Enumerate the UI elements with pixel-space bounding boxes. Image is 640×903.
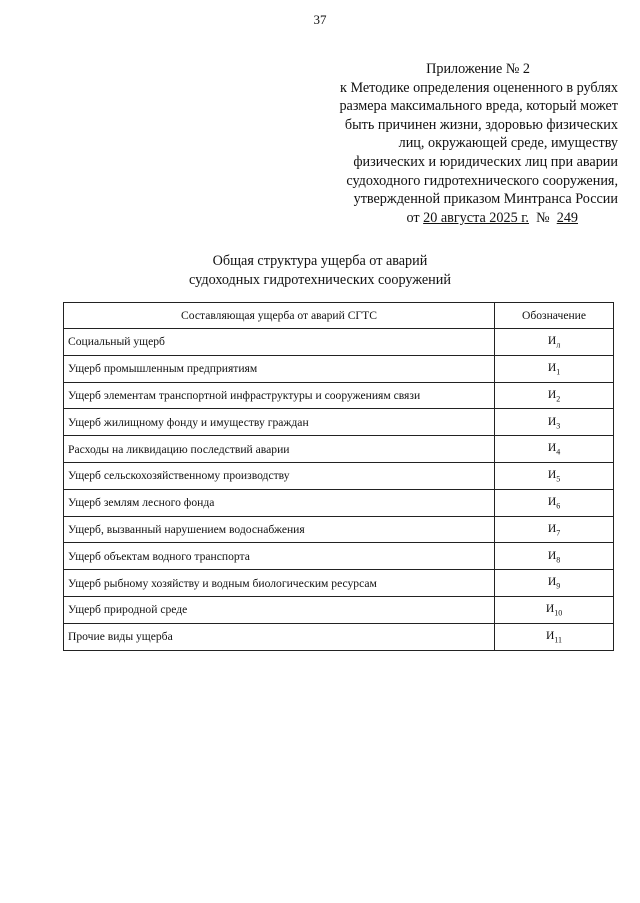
designation-subscript: 9 — [556, 581, 561, 591]
order-date: 20 августа 2025 г. — [423, 209, 529, 226]
damage-component-name: Ущерб элементам транспортной инфраструктуры и сооружениям связи — [64, 382, 495, 409]
order-signature — [288, 209, 618, 228]
designation-symbol: И — [547, 334, 557, 348]
designation-symbol: И — [547, 495, 557, 509]
damage-designation — [495, 409, 614, 436]
designation-symbol: И — [547, 387, 557, 401]
damage-designation — [495, 489, 614, 516]
page-number: 37 — [313, 12, 327, 27]
designation-subscript: 2 — [556, 394, 561, 404]
damage-designation — [495, 436, 614, 463]
designation-subscript: 8 — [556, 554, 561, 564]
designation-symbol: И — [545, 629, 555, 642]
table-row — [64, 329, 614, 356]
damage-component-name: Ущерб сельскохозяйственному производству — [64, 462, 495, 489]
title-line: Общая структура ущерба от аварий — [212, 253, 428, 269]
appendix-line: лиц, окружающей среде, имуществу — [398, 135, 618, 152]
designation-symbol: И — [547, 468, 557, 482]
table-row — [64, 382, 614, 409]
designation-subscript: 10 — [554, 608, 563, 618]
designation-subscript: 3 — [556, 420, 561, 430]
order-number: 249 — [556, 209, 578, 226]
order-number-label: № — [536, 209, 550, 226]
designation-subscript: 5 — [556, 474, 561, 484]
damage-designation — [495, 382, 614, 409]
damage-component-name: Ущерб, вызванный нарушением водоснабжения — [64, 516, 495, 543]
damage-designation — [495, 462, 614, 489]
document-title — [0, 252, 640, 289]
table-row — [64, 436, 614, 463]
column-header-component: Составляющая ущерба от аварий СГТС — [64, 303, 495, 329]
appendix-line: к Методике определения оцененного в рублях — [340, 79, 618, 96]
designation-subscript: 11 — [554, 635, 563, 645]
damage-designation — [495, 570, 614, 597]
designation-subscript: 4 — [556, 447, 561, 457]
appendix-line: физических и юридических лиц при аварии — [353, 153, 618, 170]
designation-symbol: И — [547, 575, 557, 589]
table-row — [64, 543, 614, 570]
damage-designation — [495, 623, 614, 650]
column-header-designation: Обозначение — [495, 303, 614, 329]
table-row — [64, 623, 614, 650]
damage-component-name: Ущерб землям лесного фонда — [64, 489, 495, 516]
order-prefix: от — [406, 209, 420, 226]
appendix-line: судоходного гидротехнического сооружения, — [346, 172, 618, 189]
damage-designation — [495, 596, 614, 623]
table-row — [64, 570, 614, 597]
designation-symbol: И — [545, 602, 555, 616]
appendix-line: размера максимального вреда, который может — [339, 98, 618, 115]
title-line: судоходных гидротехнических сооружений — [189, 271, 451, 288]
table-row — [64, 489, 614, 516]
damage-component-name: Ущерб промышленным предприятиям — [64, 355, 495, 382]
damage-designation — [495, 543, 614, 570]
appendix-line: утвержденной приказом Минтранса России — [353, 191, 618, 208]
damage-component-name: Ущерб рыбному хозяйству и водным биологическим ресурсам — [64, 570, 495, 597]
damage-designation — [495, 516, 614, 543]
damage-component-name: Расходы на ликвидацию последствий аварии — [64, 436, 495, 463]
designation-symbol: И — [547, 548, 557, 562]
damage-component-name: Прочие виды ущерба — [64, 623, 495, 650]
table-row — [64, 516, 614, 543]
designation-symbol: И — [547, 361, 557, 375]
damage-component-name: Ущерб жилищному фонду и имуществу граждан — [64, 409, 495, 436]
designation-symbol: И — [547, 441, 557, 455]
damage-designation — [495, 355, 614, 382]
designation-symbol: И — [547, 414, 557, 428]
designation-subscript: л — [556, 340, 561, 350]
designation-subscript: 1 — [556, 367, 561, 377]
table-header-row — [64, 303, 614, 329]
damage-designation — [495, 329, 614, 356]
designation-symbol: И — [547, 521, 557, 535]
table-row — [64, 409, 614, 436]
table-row — [64, 355, 614, 382]
designation-subscript: 6 — [556, 501, 561, 511]
damage-component-name: Социальный ущерб — [64, 329, 495, 356]
appendix-line: быть причинен жизни, здоровью физических — [344, 116, 618, 133]
designation-subscript: 7 — [556, 528, 561, 538]
damage-component-name: Ущерб объектам водного транспорта — [64, 543, 495, 570]
appendix-title: Приложение № 2 — [426, 61, 530, 77]
table-row — [64, 596, 614, 623]
damage-structure-table — [63, 302, 614, 651]
damage-component-name: Ущерб природной среде — [64, 596, 495, 623]
table-row — [64, 462, 614, 489]
appendix-block — [288, 60, 618, 227]
